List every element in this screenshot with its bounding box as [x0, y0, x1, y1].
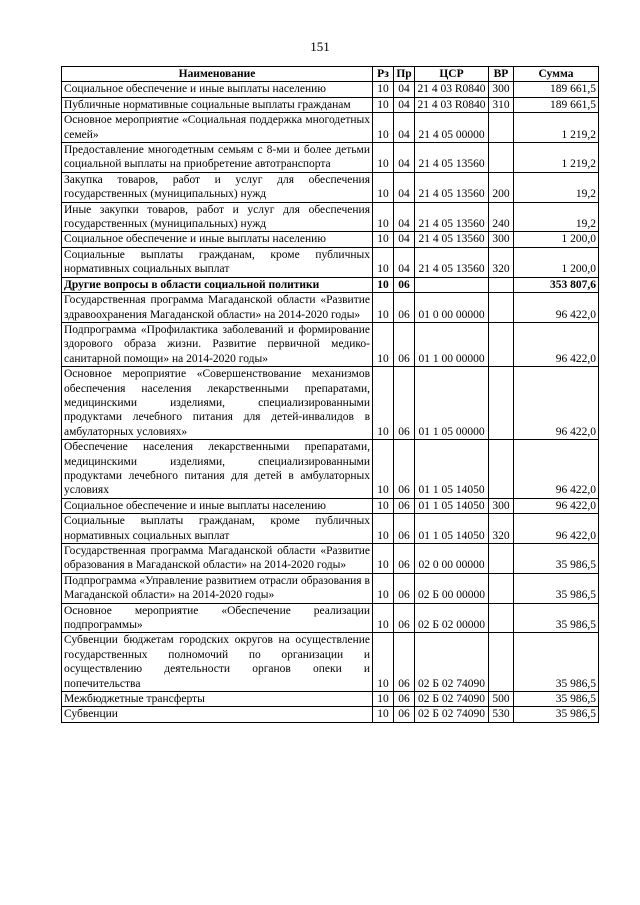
- cell-vr: [489, 322, 514, 366]
- cell-pr: 04: [394, 172, 415, 202]
- cell-sum: 189 661,5: [514, 97, 599, 112]
- cell-vr: 300: [489, 82, 514, 97]
- cell-vr: [489, 113, 514, 143]
- cell-sum: 19,2: [514, 172, 599, 202]
- cell-csr: 02 0 00 00000: [415, 544, 489, 574]
- table-row: [62, 82, 599, 97]
- cell-vr: 320: [489, 247, 514, 277]
- cell-vr: [489, 544, 514, 574]
- table-row: [62, 232, 599, 247]
- cell-pr: 04: [394, 247, 415, 277]
- cell-vr: 300: [489, 498, 514, 513]
- table-row: [62, 277, 599, 292]
- cell-pr: 06: [394, 498, 415, 513]
- cell-vr: [489, 603, 514, 633]
- cell-csr: 01 1 05 14050: [415, 514, 489, 544]
- table-row: [62, 692, 599, 707]
- cell-name: Социальные выплаты гражданам, кроме публичных нормативных социальных выплат: [62, 514, 373, 544]
- table-row: [62, 514, 599, 544]
- table-row: [62, 573, 599, 603]
- cell-rz: 10: [373, 692, 394, 707]
- cell-vr: [489, 573, 514, 603]
- cell-pr: 06: [394, 277, 415, 292]
- cell-rz: 10: [373, 82, 394, 97]
- cell-sum: 35 986,5: [514, 573, 599, 603]
- cell-vr: 300: [489, 232, 514, 247]
- cell-name: Социальные выплаты гражданам, кроме публичных нормативных социальных выплат: [62, 247, 373, 277]
- cell-name: Публичные нормативные социальные выплаты гражданам: [62, 97, 373, 112]
- cell-vr: 240: [489, 202, 514, 232]
- cell-rz: 10: [373, 603, 394, 633]
- table-row: [62, 113, 599, 143]
- cell-rz: 10: [373, 440, 394, 499]
- cell-vr: [489, 277, 514, 292]
- cell-sum: 19,2: [514, 202, 599, 232]
- cell-rz: 10: [373, 514, 394, 544]
- cell-pr: 06: [394, 692, 415, 707]
- cell-csr: 21 4 03 R0840: [415, 97, 489, 112]
- cell-csr: 02 Б 00 00000: [415, 573, 489, 603]
- cell-vr: [489, 440, 514, 499]
- cell-csr: [415, 277, 489, 292]
- cell-rz: 10: [373, 113, 394, 143]
- header-pr: Пр: [394, 67, 415, 82]
- cell-name: Другие вопросы в области социальной политики: [62, 277, 373, 292]
- cell-rz: 10: [373, 498, 394, 513]
- cell-pr: 06: [394, 707, 415, 722]
- header-rz: Рз: [373, 67, 394, 82]
- table-row: [62, 544, 599, 574]
- cell-csr: 02 Б 02 00000: [415, 603, 489, 633]
- table-row: [62, 440, 599, 499]
- cell-sum: 1 219,2: [514, 143, 599, 173]
- cell-rz: 10: [373, 202, 394, 232]
- cell-vr: 320: [489, 514, 514, 544]
- header-vr: ВР: [489, 67, 514, 82]
- cell-rz: 10: [373, 707, 394, 722]
- cell-rz: 10: [373, 277, 394, 292]
- cell-pr: 04: [394, 202, 415, 232]
- cell-vr: 500: [489, 692, 514, 707]
- cell-vr: [489, 367, 514, 440]
- cell-sum: 35 986,5: [514, 633, 599, 692]
- cell-pr: 06: [394, 367, 415, 440]
- cell-pr: 04: [394, 232, 415, 247]
- cell-csr: 01 1 05 00000: [415, 367, 489, 440]
- cell-csr: 02 Б 02 74090: [415, 707, 489, 722]
- cell-csr: 02 Б 02 74090: [415, 692, 489, 707]
- cell-vr: [489, 143, 514, 173]
- cell-pr: 06: [394, 440, 415, 499]
- cell-sum: 35 986,5: [514, 692, 599, 707]
- table-row: [62, 633, 599, 692]
- cell-csr: 02 Б 02 74090: [415, 633, 489, 692]
- cell-rz: 10: [373, 97, 394, 112]
- cell-sum: 35 986,5: [514, 603, 599, 633]
- cell-pr: 06: [394, 293, 415, 323]
- cell-csr: 01 1 05 14050: [415, 498, 489, 513]
- cell-name: Иные закупки товаров, работ и услуг для обеспечения государственных (муниципальных) нужд: [62, 202, 373, 232]
- cell-rz: 10: [373, 573, 394, 603]
- cell-pr: 04: [394, 113, 415, 143]
- cell-sum: 35 986,5: [514, 544, 599, 574]
- header-csr: ЦСР: [415, 67, 489, 82]
- cell-name: Предоставление многодетным семьям с 8-ми и более детьми социальной выплаты на приобретение автотранспорта: [62, 143, 373, 173]
- cell-vr: 200: [489, 172, 514, 202]
- cell-name: Государственная программа Магаданской области «Развитие здравоохранения Магаданской области» на 2014-2020 годы»: [62, 293, 373, 323]
- cell-vr: [489, 293, 514, 323]
- table-row: [62, 293, 599, 323]
- cell-rz: 10: [373, 247, 394, 277]
- cell-sum: 1 219,2: [514, 113, 599, 143]
- cell-csr: 01 1 00 00000: [415, 322, 489, 366]
- cell-name: Подпрограмма «Профилактика заболеваний и формирование здорового образа жизни. Развитие первичной медико-санитарной помощи» на 2014-2020 годы»: [62, 322, 373, 366]
- cell-name: Основное мероприятие «Совершенствование механизмов обеспечения населения лекарственными препаратами, медицинскими изделиями, специализированными продуктами лечебного питания для детей-инвалидов в амбулаторных условиях»: [62, 367, 373, 440]
- cell-name: Закупка товаров, работ и услуг для обеспечения государственных (муниципальных) нужд: [62, 172, 373, 202]
- cell-sum: 96 422,0: [514, 514, 599, 544]
- table-header-row: [62, 67, 599, 82]
- cell-csr: 21 4 05 13560: [415, 247, 489, 277]
- cell-name: Субвенции бюджетам городских округов на осуществление государственных полномочий по организации и осуществлению деятельности органов опеки и попечительства: [62, 633, 373, 692]
- cell-rz: 10: [373, 172, 394, 202]
- budget-table: [61, 66, 599, 723]
- cell-rz: 10: [373, 633, 394, 692]
- table-row: [62, 707, 599, 722]
- cell-csr: 21 4 05 13560: [415, 202, 489, 232]
- cell-csr: 21 4 05 13560: [415, 232, 489, 247]
- cell-name: Социальное обеспечение и иные выплаты населению: [62, 498, 373, 513]
- table-row: [62, 247, 599, 277]
- table-row: [62, 367, 599, 440]
- cell-csr: 21 4 05 00000: [415, 113, 489, 143]
- cell-name: Социальное обеспечение и иные выплаты населению: [62, 232, 373, 247]
- cell-csr: 21 4 05 13560: [415, 172, 489, 202]
- cell-rz: 10: [373, 143, 394, 173]
- cell-rz: 10: [373, 232, 394, 247]
- cell-name: Межбюджетные трансферты: [62, 692, 373, 707]
- page-number: 151: [310, 39, 330, 54]
- header-sum: Сумма: [514, 67, 599, 82]
- cell-name: Субвенции: [62, 707, 373, 722]
- table-row: [62, 322, 599, 366]
- cell-csr: 01 1 05 14050: [415, 440, 489, 499]
- cell-pr: 06: [394, 322, 415, 366]
- cell-pr: 06: [394, 633, 415, 692]
- table-row: [62, 172, 599, 202]
- cell-sum: 96 422,0: [514, 322, 599, 366]
- cell-name: Государственная программа Магаданской области «Развитие образования в Магаданской области» на 2014-2020 годы»: [62, 544, 373, 574]
- cell-name: Основное мероприятие «Обеспечение реализации подпрограммы»: [62, 603, 373, 633]
- table-row: [62, 202, 599, 232]
- cell-pr: 04: [394, 82, 415, 97]
- cell-name: Подпрограмма «Управление развитием отрасли образования в Магаданской области» на 2014-2020 годы»: [62, 573, 373, 603]
- cell-name: Обеспечение населения лекарственными препаратами, медицинскими изделиями, специализированными продуктами лечебного питания для детей в амбулаторных условиях: [62, 440, 373, 499]
- cell-vr: 310: [489, 97, 514, 112]
- cell-rz: 10: [373, 367, 394, 440]
- cell-sum: 96 422,0: [514, 498, 599, 513]
- cell-name: Социальное обеспечение и иные выплаты населению: [62, 82, 373, 97]
- cell-pr: 06: [394, 603, 415, 633]
- cell-name: Основное мероприятие «Социальная поддержка многодетных семей»: [62, 113, 373, 143]
- table-row: [62, 97, 599, 112]
- cell-pr: 04: [394, 97, 415, 112]
- cell-sum: 96 422,0: [514, 367, 599, 440]
- cell-pr: 06: [394, 514, 415, 544]
- cell-sum: 353 807,6: [514, 277, 599, 292]
- cell-sum: 1 200,0: [514, 232, 599, 247]
- cell-pr: 06: [394, 544, 415, 574]
- cell-rz: 10: [373, 293, 394, 323]
- cell-csr: 01 0 00 00000: [415, 293, 489, 323]
- cell-sum: 35 986,5: [514, 707, 599, 722]
- cell-pr: 06: [394, 573, 415, 603]
- table-row: [62, 603, 599, 633]
- cell-csr: 21 4 05 13560: [415, 143, 489, 173]
- cell-sum: 96 422,0: [514, 293, 599, 323]
- cell-vr: [489, 633, 514, 692]
- cell-sum: 189 661,5: [514, 82, 599, 97]
- cell-rz: 10: [373, 544, 394, 574]
- table-row: [62, 498, 599, 513]
- cell-sum: 1 200,0: [514, 247, 599, 277]
- table-body: [62, 82, 599, 722]
- cell-rz: 10: [373, 322, 394, 366]
- cell-vr: 530: [489, 707, 514, 722]
- header-name: Наименование: [62, 67, 373, 82]
- cell-csr: 21 4 03 R0840: [415, 82, 489, 97]
- cell-pr: 04: [394, 143, 415, 173]
- cell-sum: 96 422,0: [514, 440, 599, 499]
- table-row: [62, 143, 599, 173]
